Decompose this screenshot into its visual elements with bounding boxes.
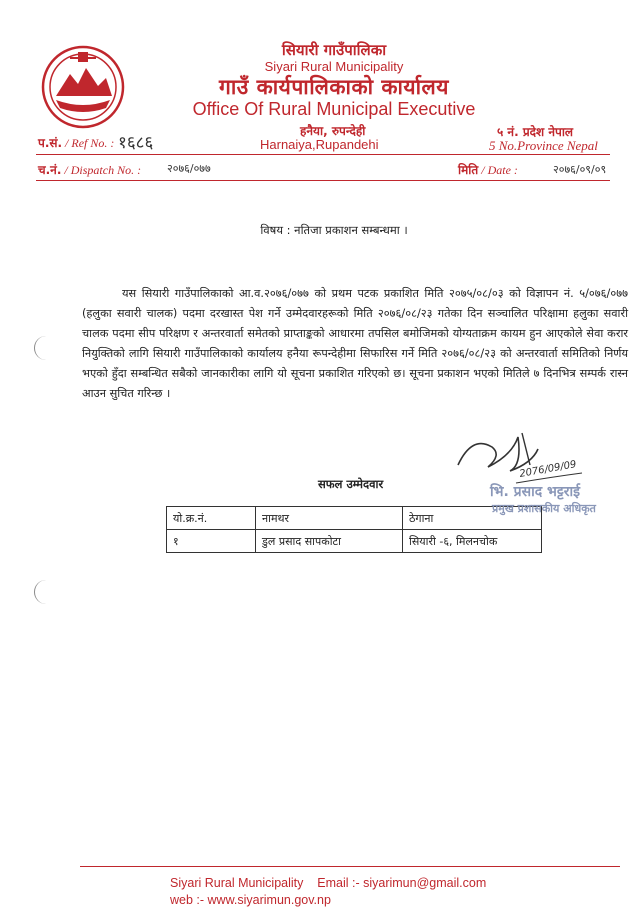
office-name-np: गाउँ कार्यपालिकाको कार्यालय bbox=[219, 75, 449, 99]
office-name-en: Office Of Rural Municipal Executive bbox=[192, 99, 476, 119]
org-name-en: Siyari Rural Municipality bbox=[264, 59, 404, 74]
org-name-np: सियारी गाउँपालिका bbox=[281, 41, 387, 59]
date-label: मिति / Date : bbox=[458, 163, 518, 177]
header-address: ठेगाना bbox=[403, 507, 542, 530]
footer-divider bbox=[80, 866, 620, 867]
province-en: 5 No.Province Nepal bbox=[489, 138, 598, 153]
table-title: सफल उम्मेदवार bbox=[318, 477, 384, 491]
location-en: Harnaiya,Rupandehi bbox=[260, 137, 379, 152]
date-value: २०७६/०९/०९ bbox=[553, 163, 607, 176]
table-row bbox=[167, 530, 542, 553]
stamp-name: भि. प्रसाद भट्टराई bbox=[490, 484, 580, 500]
footer-website: web :- www.siyarimun.gov.np bbox=[170, 893, 331, 907]
cell-serial: १ bbox=[167, 530, 256, 553]
dispatch-label: च.नं. / Dispatch No. : bbox=[38, 163, 142, 177]
ref-label: प.सं. / Ref No. : bbox=[38, 136, 115, 150]
header-divider bbox=[36, 154, 610, 155]
header-name: नामथर bbox=[256, 507, 403, 530]
location-np: हनैया, रुपन्देही bbox=[300, 124, 366, 138]
cell-name: डुल प्रसाद सापकोटा bbox=[256, 530, 403, 553]
dispatch-value: २०७६/०७७ bbox=[167, 162, 211, 175]
body-paragraph: यस सियारी गाउँपालिकाको आ.व.२०७६/०७७ को प्रथम पटक प्रकाशित मिति २०७५/०८/०३ को विज्ञापन नं. ५/०७६/०७७ (हलुका सवारी चालक) पदमा दरखास्त पेश गर्ने उम्मेदवारहरूको मिति २०७६/०८/२३ गतेका दिन सञ्चालित परिक्षामा हलुका सवारी चालक पदमा सीप परिक्षण र अन्तरवार्ता समेतको प्राप्ताङ्कको आधारमा तपसिल बमोजिमको योग्यताक्रम कायम हुन आएकोले सेवा करार नियुक्तिको लागि सियारी गाउँपालिकाको कार्यालय हनैया रूपन्देहीमा सिफारिस गर्ने मिति २०७६/०८/२३ को अन्तरवार्ता समितिको निर्णय भएको हुँदा सम्बन्धित सबैको जानकारीका लागि यो सूचना प्रकाशित गरिएको छ। सूचना प्रकाशन भएको मितिले ७ दिनभित्र सम्पर्क रास्न आउन सुचित गरिन्छ । bbox=[82, 287, 628, 400]
svg-text:2076/09/09: 2076/09/09 bbox=[518, 459, 578, 480]
footer-contact: Siyari Rural Municipality Email :- siyarimun@gmail.com bbox=[170, 876, 487, 890]
stamp-title: प्रमुख प्रशासकीय अधिकृत bbox=[492, 502, 596, 515]
header-divider-bottom bbox=[36, 180, 610, 181]
ref-value: १६८६ bbox=[118, 133, 154, 153]
cell-address: सियारी -६, मिलनचोक bbox=[403, 530, 542, 553]
province-np: ५ नं. प्रदेश नेपाल bbox=[497, 125, 574, 139]
punch-hole-mark bbox=[34, 336, 49, 360]
header-serial: यो.क्र.नं. bbox=[167, 507, 256, 530]
punch-hole-mark bbox=[34, 580, 49, 604]
letter-subject: विषय : नतिजा प्रकाशन सम्बन्धमा । bbox=[260, 223, 408, 237]
letter-body bbox=[82, 284, 628, 404]
